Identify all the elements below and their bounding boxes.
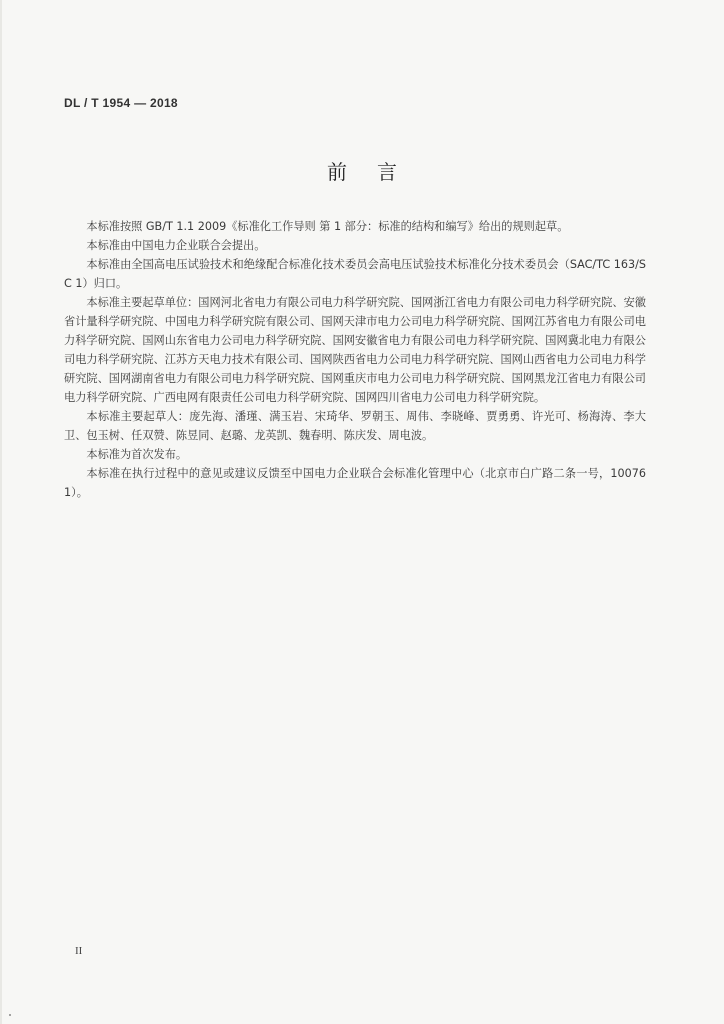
section-title: 前言 <box>327 160 427 184</box>
paragraph-proposer: 本标准由中国电力企业联合会提出。 <box>86 239 266 252</box>
foreword-body <box>64 217 646 502</box>
paragraph-centralized: 本标准由全国高电压试验技术和绝缘配合标准化技术委员会高电压试验技术标准化分技术委员会（SAC/TC 163/SC 1）归口。 <box>64 258 646 290</box>
paragraph-drafters: 本标准主要起草人：庞先海、潘瑾、满玉岩、宋琦华、罗朝玉、周伟、李晓峰、贾勇勇、许光可、杨海涛、李大卫、包玉树、任双赞、陈昱同、赵璐、龙英凯、魏春明、陈庆发、周电波。 <box>64 410 646 442</box>
paragraph-drafting-rules: 本标准按照 GB/T 1.1 2009《标准化工作导则 第 1 部分：标准的结构和编写》给出的规则起草。 <box>86 220 569 233</box>
paragraph-feedback: 本标准在执行过程中的意见或建议反馈至中国电力企业联合会标准化管理中心（北京市白广路二条一号，100761）。 <box>64 467 646 499</box>
document-code: DL / T 1954 — 2018 <box>64 96 178 110</box>
scan-speck <box>9 1014 11 1016</box>
paragraph-drafting-units: 本标准主要起草单位：国网河北省电力有限公司电力科学研究院、国网浙江省电力有限公司电力科学研究院、安徽省计量科学研究院、中国电力科学研究院有限公司、国网天津市电力公司电力科学研究院、国网江苏省电力有限公司电力科学研究院、国网山东省电力公司电力科学研究院、国网安徽省电力有限公司电力科学研究院、国网冀北电力有限公司电力科学研究院、江苏方天电力技术有限公司、国网陕西省电力公司电力科学研究院、国网山西省电力公司电力科学研究院、国网湖南省电力有限公司电力科学研究院、国网重庆市电力公司电力科学研究院、国网黑龙江省电力有限公司电力科学研究院、广西电网有限责任公司电力科学研究院、国网四川省电力公司电力科学研究院。 <box>64 296 646 404</box>
page-number: II <box>75 945 83 957</box>
paragraph-first-release: 本标准为首次发布。 <box>86 448 188 461</box>
